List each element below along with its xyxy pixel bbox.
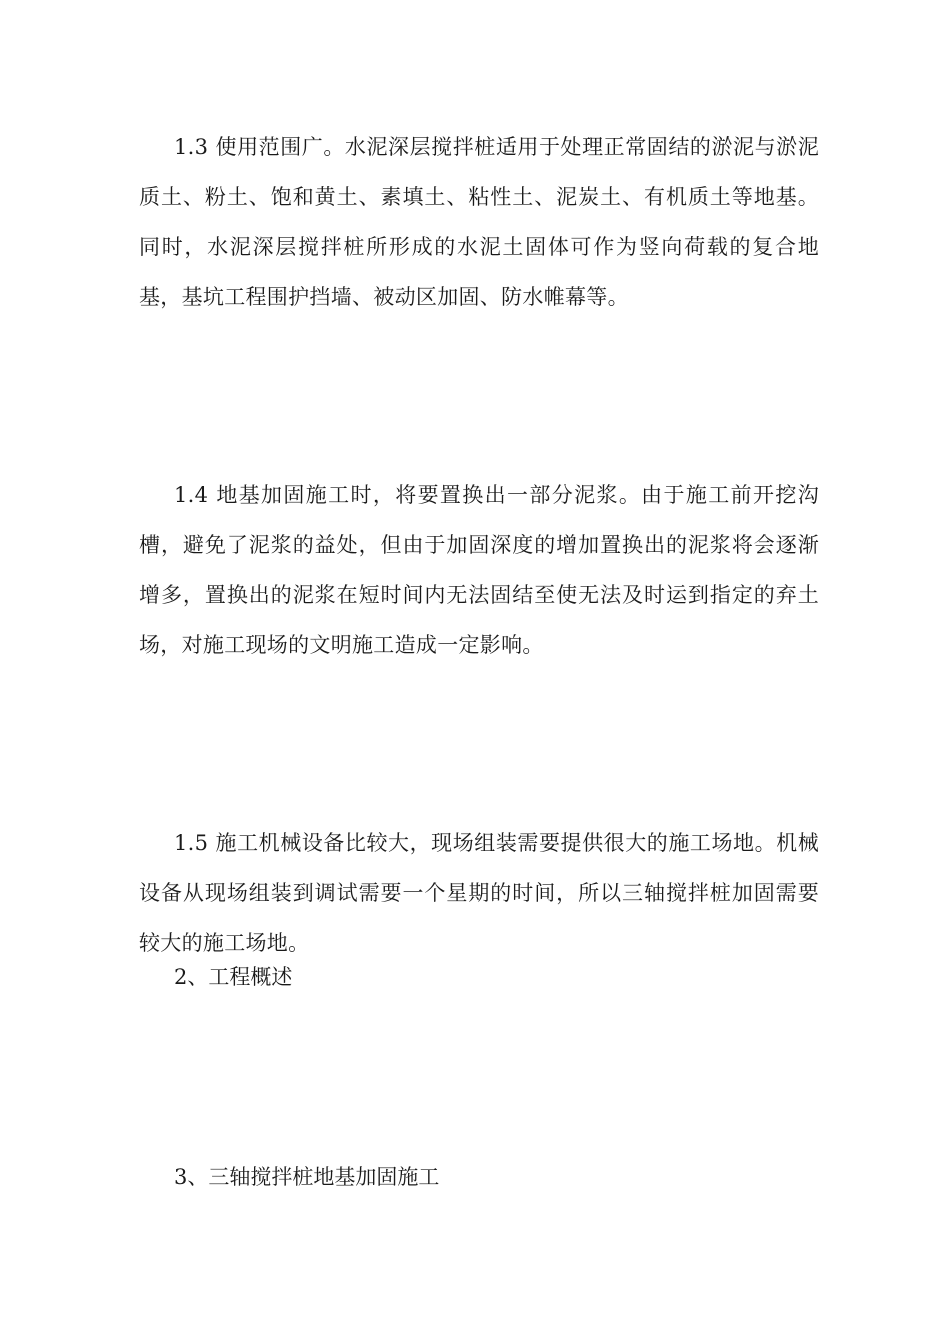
paragraph-1-5: 1.5 施工机械设备比较大，现场组装需要提供很大的施工场地。机械设备从现场组装到调试需要一个星期的时间，所以三轴搅拌桩加固需要较大的施工场地。 bbox=[139, 831, 819, 955]
paragraph-1-3: 1.3 使用范围广。水泥深层搅拌桩适用于处理正常固结的淤泥与淤泥质土、粉土、饱和黄土、素填土、粘性土、泥炭土、有机质土等地基。同时，水泥深层搅拌桩所形成的水泥土固体可作为竖向荷载的复合地基，基坑工程围护挡墙、被动区加固、防水帷幕等。 bbox=[139, 135, 819, 309]
section-heading-3: 3、三轴搅拌桩地基加固施工 bbox=[174, 1165, 440, 1189]
paragraph-1-4: 1.4 地基加固施工时，将要置换出一部分泥浆。由于施工前开挖沟槽，避免了泥浆的益处，但由于加固深度的增加置换出的泥浆将会逐渐增多，置换出的泥浆在短时间内无法固结至使无法及时运到指定的弃土场，对施工现场的文明施工造成一定影响。 bbox=[139, 483, 819, 657]
section-heading-2: 2、工程概述 bbox=[174, 965, 293, 989]
